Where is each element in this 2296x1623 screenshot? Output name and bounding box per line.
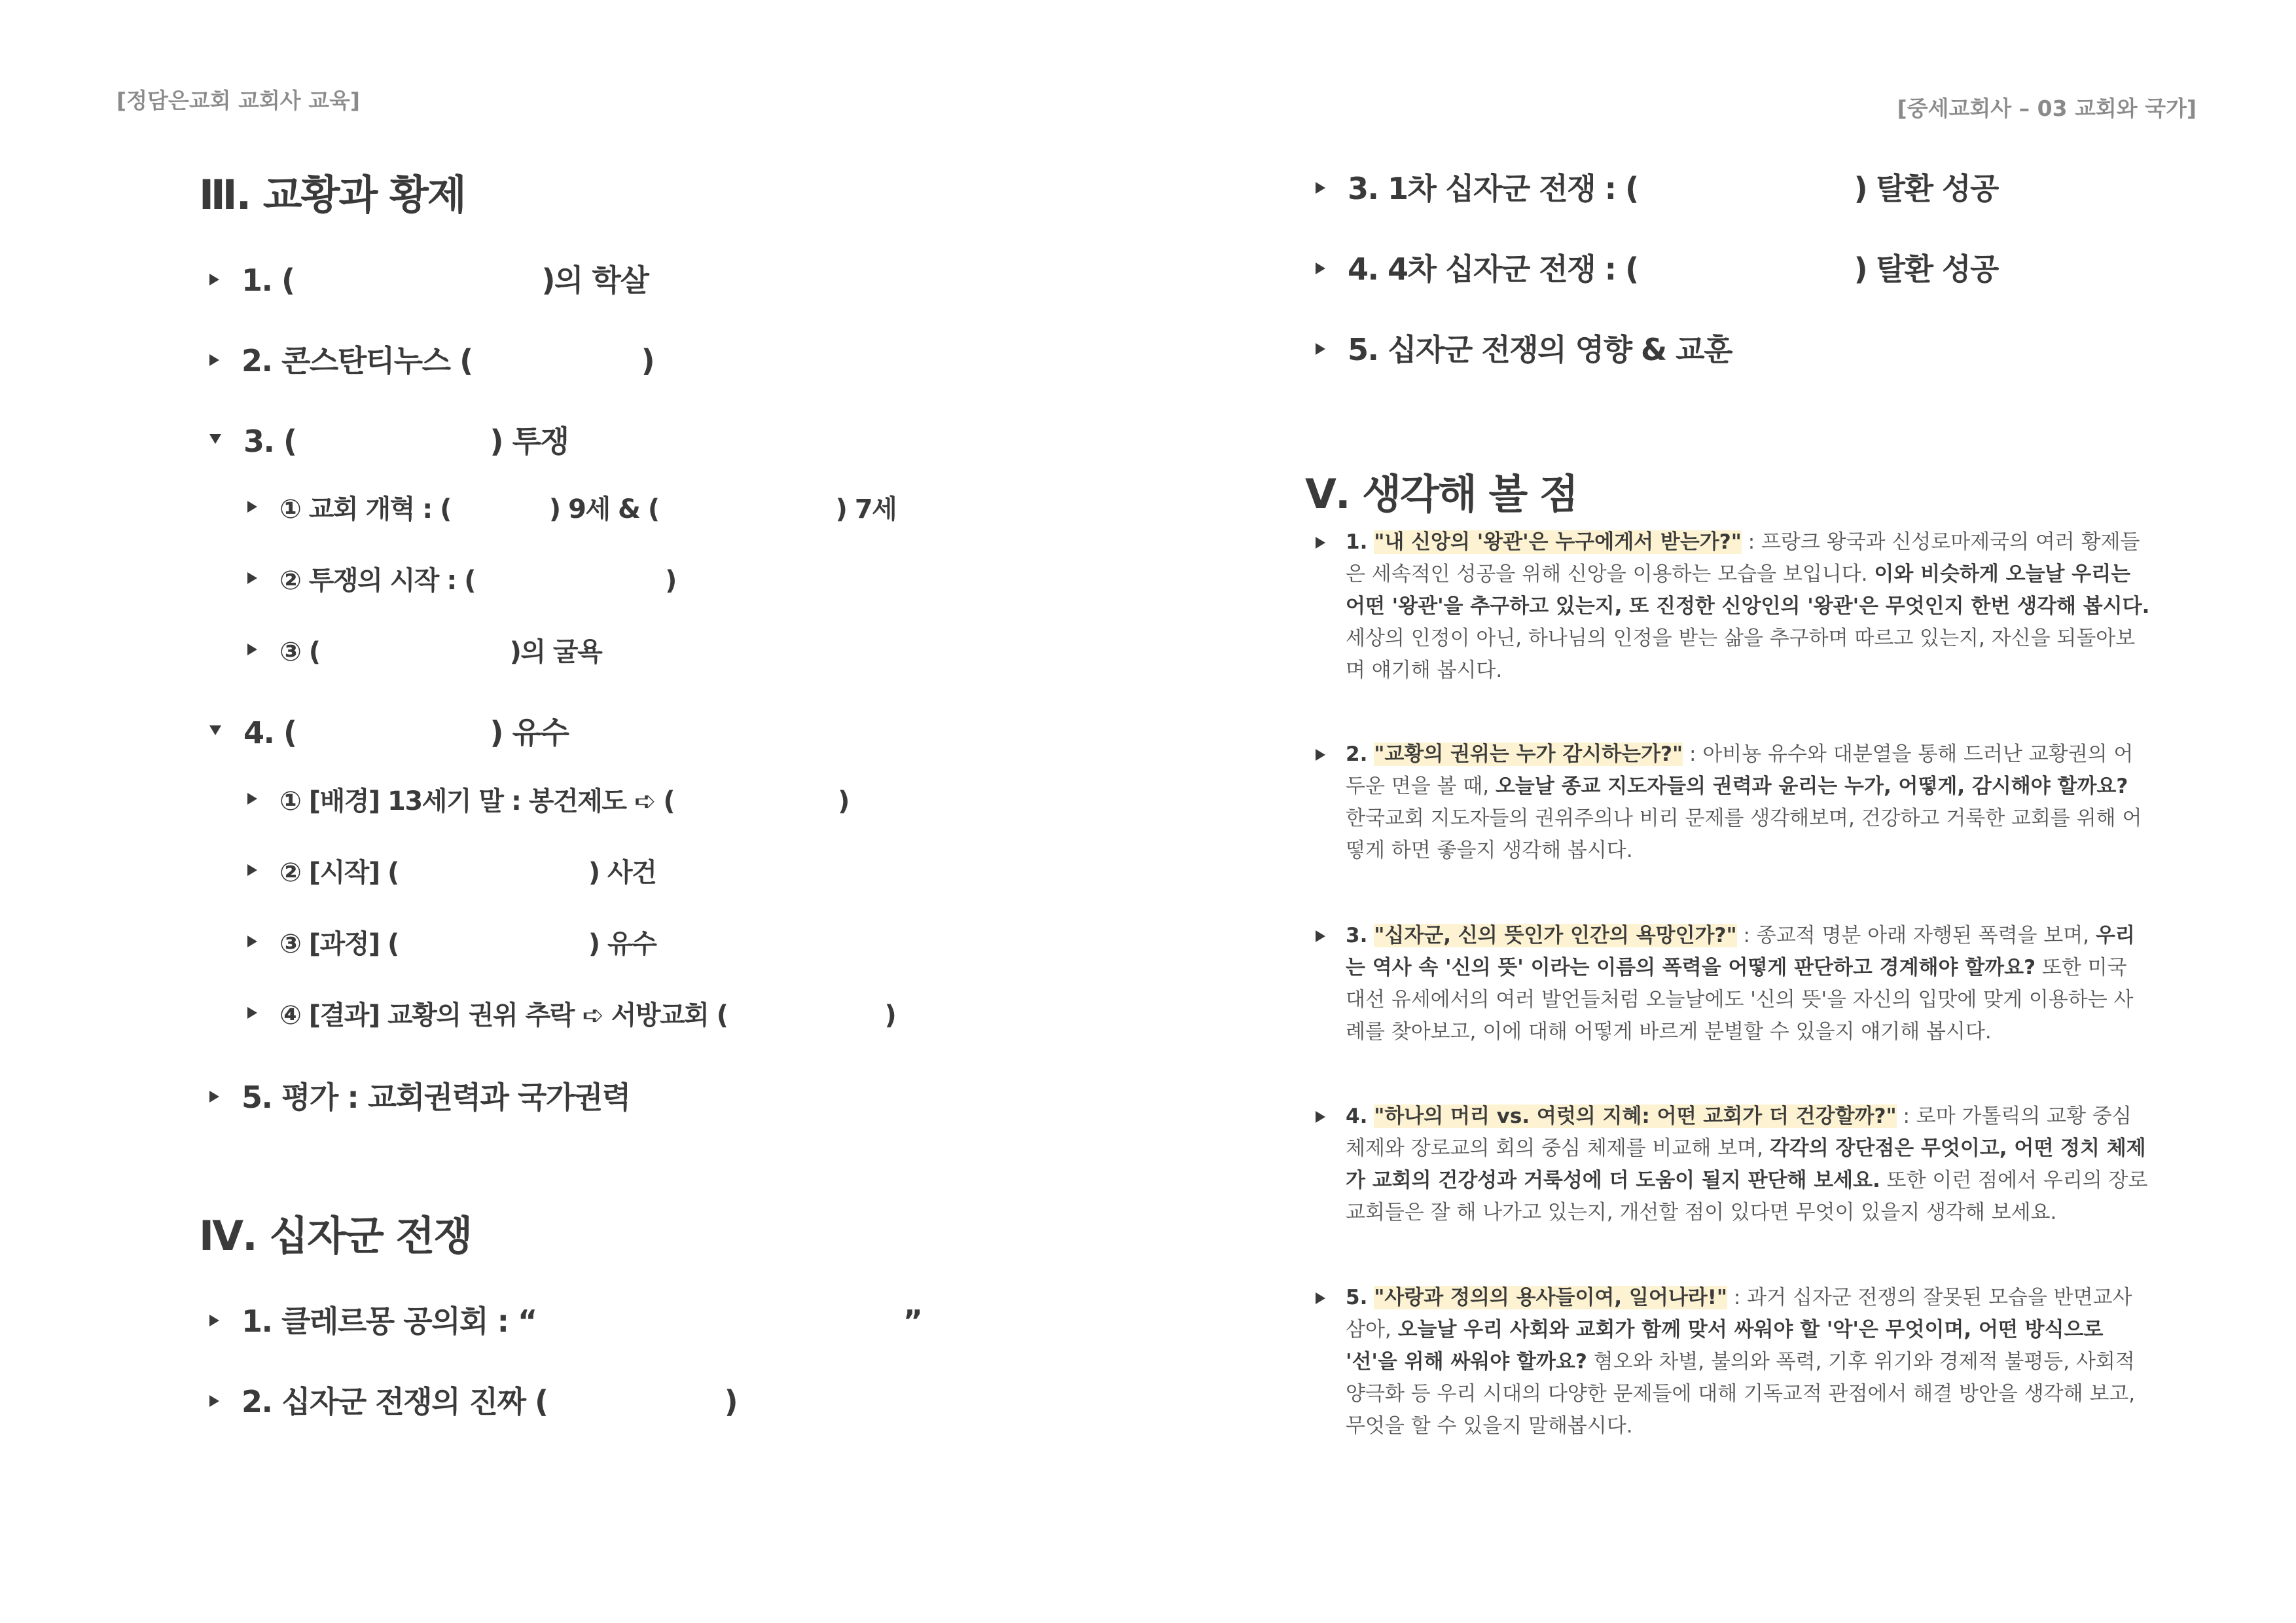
question-highlight: "내 신앙의 '왕관'은 누구에게서 받는가?" [1374, 530, 1742, 554]
collapsed-triangle-icon[interactable] [1316, 182, 1325, 194]
item-text: 5. 평가 : 교회권력과 국가권력 [242, 1080, 630, 1115]
item-text: ) 탈환 성공 [1854, 171, 1998, 206]
question-lead: : 로마 가톨릭의 교황 중심 체제와 장로교의 회의 중심 체제를 비교해 보며, [1346, 1104, 2132, 1160]
outline-item[interactable] [1316, 246, 1998, 289]
collapsed-triangle-icon[interactable] [247, 644, 257, 655]
question-tail: 세상의 인정이 아닌, 하나님의 인정을 받는 삶을 추구하며 따르고 있는지, 자신을 되돌아보며 얘기해 봅시다. [1346, 627, 2136, 682]
item-text: 5. 십자군 전쟁의 영향 & 교훈 [1348, 332, 1732, 367]
outline-item[interactable] [209, 418, 568, 461]
outline-item[interactable] [1316, 326, 1732, 369]
question-lead: : 아비뇽 유수와 대분열을 통해 드러난 교황권의 어두운 면을 볼 때, [1346, 742, 2134, 798]
item-text: )의 굴욕 [509, 637, 602, 667]
item-text: 2. 콘스탄티누스 ( [242, 343, 473, 378]
item-text: ” [903, 1304, 922, 1339]
outline-item[interactable] [209, 709, 568, 752]
item-text: ) [724, 1384, 738, 1419]
item-text: ② 투쟁의 시작 : ( [279, 566, 476, 596]
outline-item[interactable] [209, 1074, 630, 1117]
outline-subitem[interactable] [247, 923, 656, 960]
item-text: )의 학살 [541, 263, 649, 298]
header-right: [중세교회사 – 03 교회와 국가] [1897, 96, 2197, 121]
item-text: 4. 4차 십자군 전쟁 : ( [1348, 251, 1638, 287]
question-bold: 오늘날 우리 사회와 교회가 함께 맞서 싸워야 할 '악'은 무엇이며, 어떤 방식으로 '선'을 위해 싸워야 할까요? [1346, 1318, 2104, 1374]
question-tail: 혐오와 차별, 불의와 폭력, 기후 위기와 경제적 불평등, 사회적 양극화 등 우리 시대의 다양한 문제들에 대해 기독교적 관점에서 해결 방안을 생각해 보고, 무엇을 할 수 있을지 말해봅시다. [1346, 1350, 2136, 1438]
question-tail: 또한 미국 대선 유세에서의 여러 발언들처럼 오늘날에도 '신의 뜻'을 자신의 입맛에 맞게 이용하는 사례를 찾아보고, 이에 대해 어떻게 바르게 분별할 수 있을지 얘기해 봅시다. [1346, 956, 2134, 1044]
collapsed-triangle-icon[interactable] [1316, 749, 1325, 761]
collapsed-triangle-icon[interactable] [1316, 1292, 1325, 1304]
item-text: ) [641, 343, 655, 378]
outline-item[interactable] [209, 257, 648, 300]
expanded-triangle-icon[interactable] [209, 725, 221, 735]
item-text: ) 유수 [490, 715, 569, 750]
item-text: ④ [결과] 교황의 권위 추락 ➪ 서방교회 ( [279, 1000, 728, 1030]
question-highlight: "교황의 권위는 누가 감시하는가?" [1374, 742, 1683, 766]
discussion-question [1346, 739, 2151, 867]
question-number: 2. [1346, 742, 1368, 766]
item-text: ) 사건 [588, 858, 656, 888]
outline-item[interactable] [209, 1378, 737, 1421]
question-number: 4. [1346, 1104, 1368, 1128]
outline-item[interactable] [209, 337, 654, 380]
discussion-question [1346, 1101, 2151, 1229]
item-text: ) [884, 1000, 896, 1030]
question-number: 3. [1346, 924, 1368, 947]
collapsed-triangle-icon[interactable] [209, 354, 219, 366]
item-text: 3. ( [243, 424, 296, 459]
question-lead: : 프랑크 왕국과 신성로마제국의 여러 황제들은 세속적인 성공을 위해 신앙을 이용하는 모습을 보입니다. [1346, 530, 2140, 586]
question-highlight: "하나의 머리 vs. 여럿의 지혜: 어떤 교회가 더 건강할까?" [1374, 1104, 1897, 1128]
question-bold: 각각의 장단점은 무엇이고, 어떤 정치 체제가 교회의 건강성과 거룩성에 더 도움이 될지 판단해 보세요. [1346, 1137, 2146, 1192]
collapsed-triangle-icon[interactable] [247, 572, 257, 584]
expanded-triangle-icon[interactable] [209, 434, 221, 444]
collapsed-triangle-icon[interactable] [247, 1007, 257, 1019]
question-highlight: "십자군, 신의 뜻인가 인간의 욕망인가?" [1374, 924, 1737, 947]
item-text: 3. 1차 십자군 전쟁 : ( [1348, 171, 1638, 206]
question-lead: : 과거 십자군 전쟁의 잘못된 모습을 반면교사 삼아, [1346, 1286, 2132, 1341]
collapsed-triangle-icon[interactable] [1316, 263, 1325, 274]
item-text: ) 9세 & ( [548, 494, 659, 524]
item-text: ① [배경] 13세기 말 : 봉건제도 ➪ ( [279, 786, 675, 816]
collapsed-triangle-icon[interactable] [247, 501, 257, 513]
collapsed-triangle-icon[interactable] [209, 1315, 219, 1326]
question-bold: 우리는 역사 속 '신의 뜻' 이라는 이름의 폭력을 어떻게 판단하고 경계해야 할까요? [1346, 924, 2135, 979]
item-text: 2. 십자군 전쟁의 진짜 ( [242, 1384, 548, 1419]
item-text: ) [665, 566, 676, 596]
outline-item[interactable] [209, 1298, 922, 1341]
question-number: 1. [1346, 530, 1368, 554]
discussion-question [1346, 920, 2151, 1048]
outline-subitem[interactable] [247, 780, 849, 818]
item-text: ) 투쟁 [490, 424, 569, 459]
discussion-question [1346, 526, 2151, 687]
item-text: 4. ( [243, 715, 296, 750]
section-4-title: Ⅳ. 십자군 전쟁 [199, 1212, 472, 1260]
discussion-question [1346, 1282, 2151, 1442]
collapsed-triangle-icon[interactable] [1316, 343, 1325, 355]
collapsed-triangle-icon[interactable] [247, 864, 257, 876]
item-text: ) [838, 786, 849, 816]
outline-subitem[interactable] [247, 852, 656, 889]
outline-subitem[interactable] [247, 560, 676, 597]
question-number: 5. [1346, 1286, 1368, 1309]
question-tail: 또한 이런 점에서 우리의 장로교회들은 잘 해 나가고 있는지, 개선할 점이 있다면 무엇이 있을지 생각해 보세요. [1346, 1169, 2148, 1224]
question-tail: 한국교회 지도자들의 권위주의나 비리 문제를 생각해보며, 건강하고 거룩한 교회를 위해 어떻게 하면 좋을지 생각해 봅시다. [1346, 807, 2142, 862]
collapsed-triangle-icon[interactable] [1316, 1111, 1325, 1123]
item-text: 1. 클레르몽 공의회 : “ [242, 1304, 537, 1339]
item-text: ) 7세 [835, 494, 897, 524]
question-bold: 이와 비슷하게 오늘날 우리는 어떤 '왕관'을 추구하고 있는지, 또 진정한 신앙인의 '왕관'은 무엇인지 한번 생각해 봅시다. [1346, 562, 2150, 618]
collapsed-triangle-icon[interactable] [1316, 537, 1325, 549]
section-5-title: Ⅴ. 생각해 볼 점 [1305, 470, 1577, 518]
outline-subitem[interactable] [247, 631, 601, 668]
header-left: [정담은교회 교회사 교육] [117, 88, 360, 113]
item-text: ) 유수 [588, 929, 656, 959]
outline-subitem[interactable] [247, 488, 896, 526]
collapsed-triangle-icon[interactable] [209, 1395, 219, 1407]
item-text: ③ ( [279, 637, 320, 667]
section-3-title: Ⅲ. 교황과 황제 [199, 171, 465, 219]
item-text: ) 탈환 성공 [1854, 251, 1998, 287]
question-lead: : 종교적 명분 아래 자행된 폭력을 보며, [1736, 924, 2096, 947]
collapsed-triangle-icon[interactable] [247, 936, 257, 947]
question-bold: 오늘날 종교 지도자들의 권력과 윤리는 누가, 어떻게, 감시해야 할까요? [1495, 775, 2128, 798]
question-highlight: "사랑과 정의의 용사들이여, 일어나라!" [1374, 1286, 1728, 1309]
item-text: 1. ( [242, 263, 295, 298]
collapsed-triangle-icon[interactable] [209, 274, 219, 285]
outline-subitem[interactable] [247, 994, 895, 1032]
outline-item[interactable] [1316, 165, 1998, 208]
item-text: ① 교회 개혁 : ( [279, 494, 451, 524]
collapsed-triangle-icon[interactable] [209, 1091, 219, 1103]
collapsed-triangle-icon[interactable] [1316, 930, 1325, 942]
item-text: ② [시작] ( [279, 858, 399, 888]
item-text: ③ [과정] ( [279, 929, 399, 959]
collapsed-triangle-icon[interactable] [247, 793, 257, 805]
